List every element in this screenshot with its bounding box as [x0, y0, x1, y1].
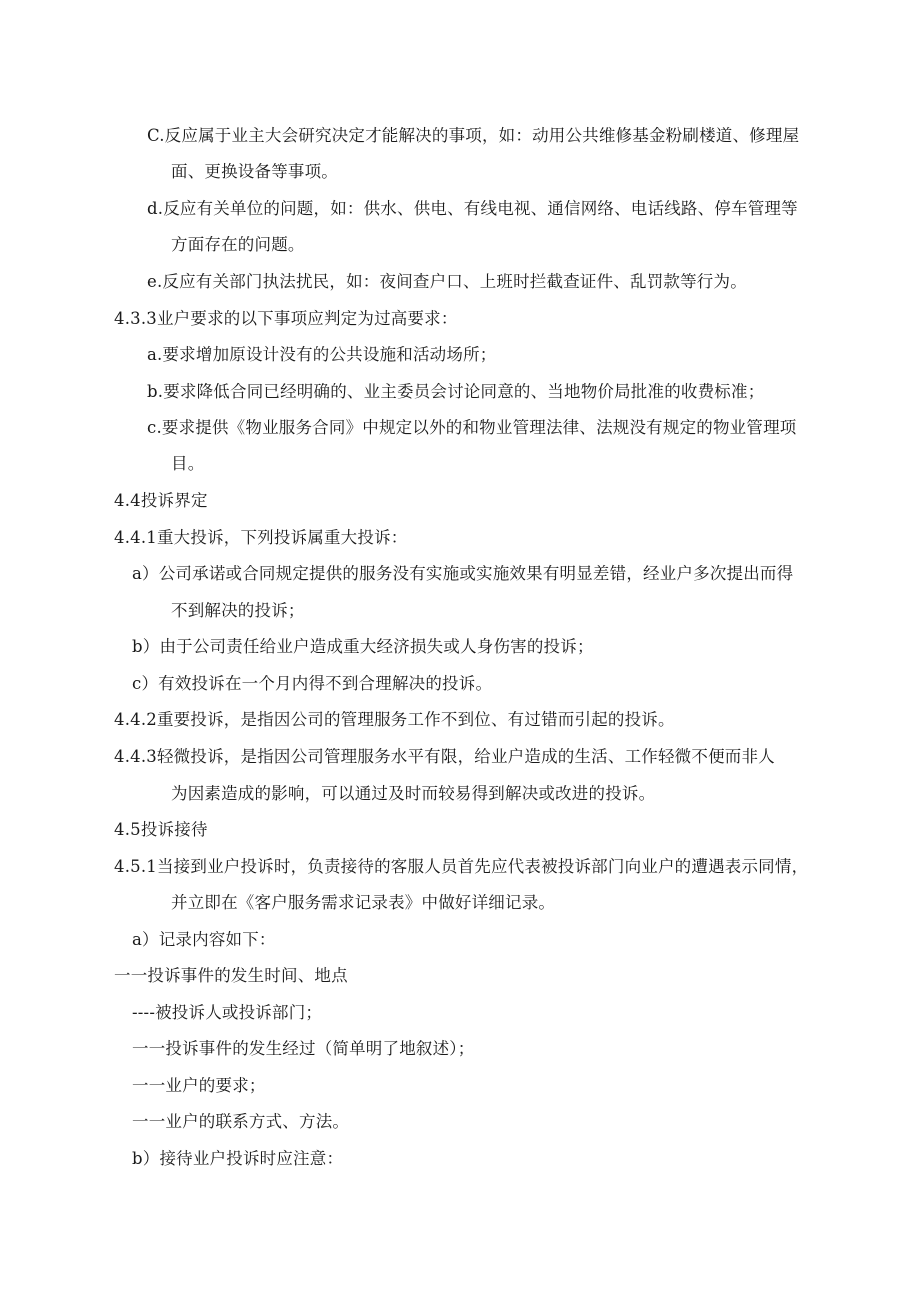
- list-item: 一一投诉事件的发生时间、地点: [114, 966, 348, 985]
- text-line: a）公司承诺或合同规定提供的服务没有实施或实施效果有明显差错，经业户多次提出而得: [132, 564, 794, 583]
- text-line: 面、更换设备等事项。: [171, 162, 338, 181]
- text-line: b）接待业户投诉时应注意：: [132, 1149, 344, 1168]
- section-heading: 4.4投诉界定: [114, 491, 208, 510]
- text-line: e.反应有关部门执法扰民，如：夜间查户口、上班时拦截查证件、乱罚款等行为。: [147, 272, 747, 291]
- text-line: 方面存在的问题。: [171, 235, 305, 254]
- list-item: 一一业户的联系方式、方法。: [132, 1112, 350, 1131]
- text-line: 为因素造成的影响，可以通过及时而较易得到解决或改进的投诉。: [171, 784, 656, 803]
- list-item: 一一业户的要求；: [132, 1076, 266, 1095]
- text-line: b.要求降低合同已经明确的、业主委员会讨论同意的、当地物价局批准的收费标准；: [147, 382, 765, 401]
- text-line: c）有效投诉在一个月内得不到合理解决的投诉。: [132, 674, 493, 693]
- text-line: 目。: [171, 454, 205, 473]
- section-heading: 4.3.3业户要求的以下事项应判定为过高要求：: [114, 309, 458, 328]
- text-line: 并立即在《客户服务需求记录表》中做好详细记录。: [171, 893, 556, 912]
- text-line: a.要求增加原设计没有的公共设施和活动场所；: [147, 345, 497, 364]
- list-item: 一一投诉事件的发生经过（简单明了地叙述）；: [132, 1039, 475, 1058]
- section-heading: 4.4.2重要投诉，是指因公司的管理服务工作不到位、有过错而引起的投诉。: [114, 710, 675, 729]
- section-heading: 4.5.1当接到业户投诉时，负责接待的客服人员首先应代表被投诉部门向业户的遭遇表示同情，: [114, 857, 809, 876]
- list-item: ----被投诉人或投诉部门；: [132, 1003, 323, 1022]
- section-heading: 4.4.1重大投诉，下列投诉属重大投诉：: [114, 528, 408, 547]
- text-line: b）由于公司责任给业户造成重大经济损失或人身伤害的投诉；: [132, 637, 594, 656]
- text-line: c.要求提供《物业服务合同》中规定以外的和物业管理法律、法规没有规定的物业管理项: [147, 418, 797, 437]
- text-line: 不到解决的投诉；: [171, 601, 305, 620]
- text-line: C.反应属于业主大会研究决定才能解决的事项，如：动用公共维修基金粉刷楼道、修理屋: [147, 126, 800, 145]
- section-heading: 4.5投诉接待: [114, 820, 208, 839]
- section-heading: 4.4.3轻微投诉，是指因公司管理服务水平有限，给业户造成的生活、工作轻微不便而非人: [114, 747, 775, 766]
- text-line: d.反应有关单位的问题，如：供水、供电、有线电视、通信网络、电话线路、停车管理等: [147, 199, 798, 218]
- text-line: a）记录内容如下：: [132, 930, 276, 949]
